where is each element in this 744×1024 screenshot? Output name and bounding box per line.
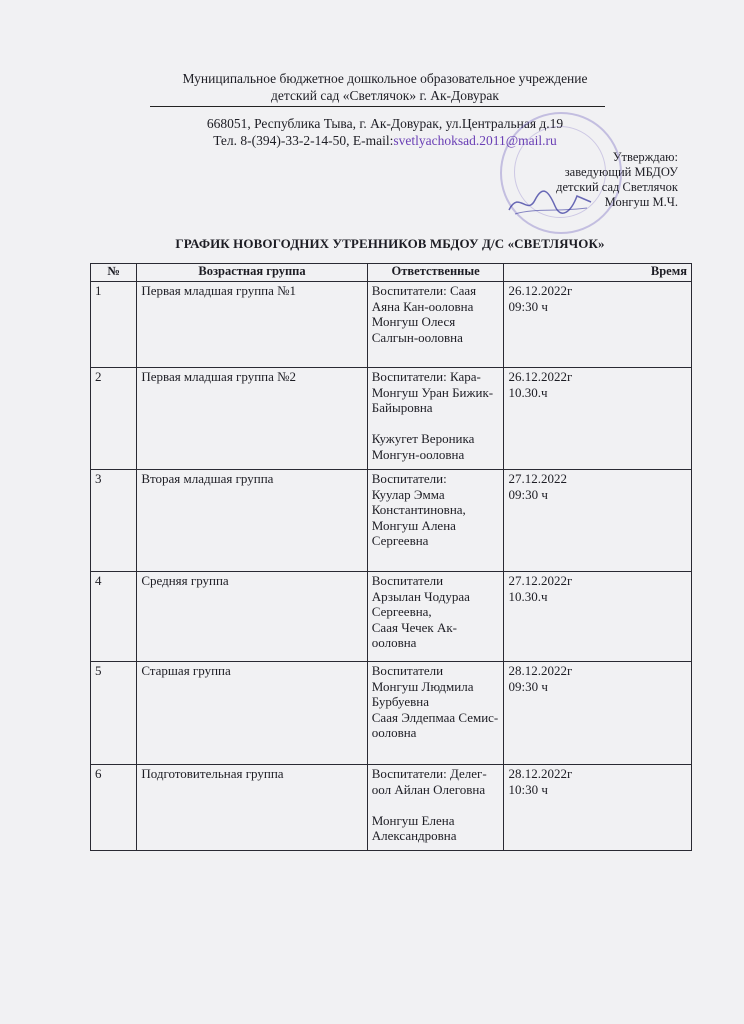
organization-subtitle: детский сад «Светлячок» г. Ак-Довурак	[271, 88, 499, 103]
header-divider	[150, 106, 605, 107]
approval-institution: детский сад Светлячок	[556, 180, 678, 194]
row-time: 26.12.2022г 09:30 ч	[504, 282, 692, 368]
row-responsible: Воспитатели Монгуш Людмила Бурбуевна Саая Элдепмаа Семис-ооловна	[367, 662, 504, 765]
row-responsible: Воспитатели: Саая Аяна Кан-ооловна Монгуш Олеся Салгын-ооловна	[367, 282, 504, 368]
row-group: Первая младшая группа №1	[137, 282, 367, 368]
header-number: №	[91, 264, 137, 282]
table-header-row	[91, 264, 692, 282]
row-number: 3	[91, 470, 137, 572]
row-number: 1	[91, 282, 137, 368]
row-group: Вторая младшая группа	[137, 470, 367, 572]
table-row	[91, 368, 692, 470]
row-responsible: Воспитатели: Делег-оол Айлан Олеговна Монгуш Елена Александровна	[367, 765, 504, 851]
phone-label: Тел. 8-(394)-33-2-14-50, E-mail:	[213, 133, 394, 148]
row-time: 27.12.2022г 10.30.ч	[504, 572, 692, 662]
row-time: 28.12.2022г 10:30 ч	[504, 765, 692, 851]
row-number: 5	[91, 662, 137, 765]
row-group: Подготовительная группа	[137, 765, 367, 851]
table-row	[91, 470, 692, 572]
organization-address: 668051, Республика Тыва, г. Ак-Довурак, ул.Центральная д.19	[206, 116, 564, 131]
row-group: Первая младшая группа №2	[137, 368, 367, 470]
row-number: 2	[91, 368, 137, 470]
approval-name: Монгуш М.Ч.	[604, 195, 678, 209]
email-link[interactable]: svetlyachoksad.2011@mail.ru	[393, 133, 557, 148]
header-age-group: Возрастная группа	[137, 264, 367, 282]
row-time: 27.12.2022 09:30 ч	[504, 470, 692, 572]
row-responsible: Воспитатели: Куулар Эмма Константиновна, Монгуш Алена Сергеевна	[367, 470, 504, 572]
approval-position: заведующий МБДОУ	[564, 165, 678, 179]
approval-block	[556, 150, 678, 210]
row-number: 6	[91, 765, 137, 851]
schedule-table	[90, 263, 692, 851]
table-row	[91, 282, 692, 368]
approval-label: Утверждаю:	[612, 150, 678, 164]
table-row	[91, 572, 692, 662]
header-responsible: Ответственные	[367, 264, 504, 282]
document-title: ГРАФИК НОВОГОДНИХ УТРЕННИКОВ МБДОУ Д/С «СВЕТЛЯЧОК»	[175, 236, 605, 251]
row-group: Старшая группа	[137, 662, 367, 765]
header-time: Время	[504, 264, 692, 282]
row-time: 26.12.2022г 10.30.ч	[504, 368, 692, 470]
organization-name: Муниципальное бюджетное дошкольное образовательное учреждение	[182, 71, 588, 86]
row-responsible: Воспитатели Арзылан Чодураа Сергеевна, Саая Чечек Ак-ооловна	[367, 572, 504, 662]
row-time: 28.12.2022г 09:30 ч	[504, 662, 692, 765]
row-responsible: Воспитатели: Кара-Монгуш Уран Бижик-Байыровна Кужугет Вероника Монгун-ооловна	[367, 368, 504, 470]
table-row	[91, 662, 692, 765]
row-group: Средняя группа	[137, 572, 367, 662]
table-row	[91, 765, 692, 851]
row-number: 4	[91, 572, 137, 662]
